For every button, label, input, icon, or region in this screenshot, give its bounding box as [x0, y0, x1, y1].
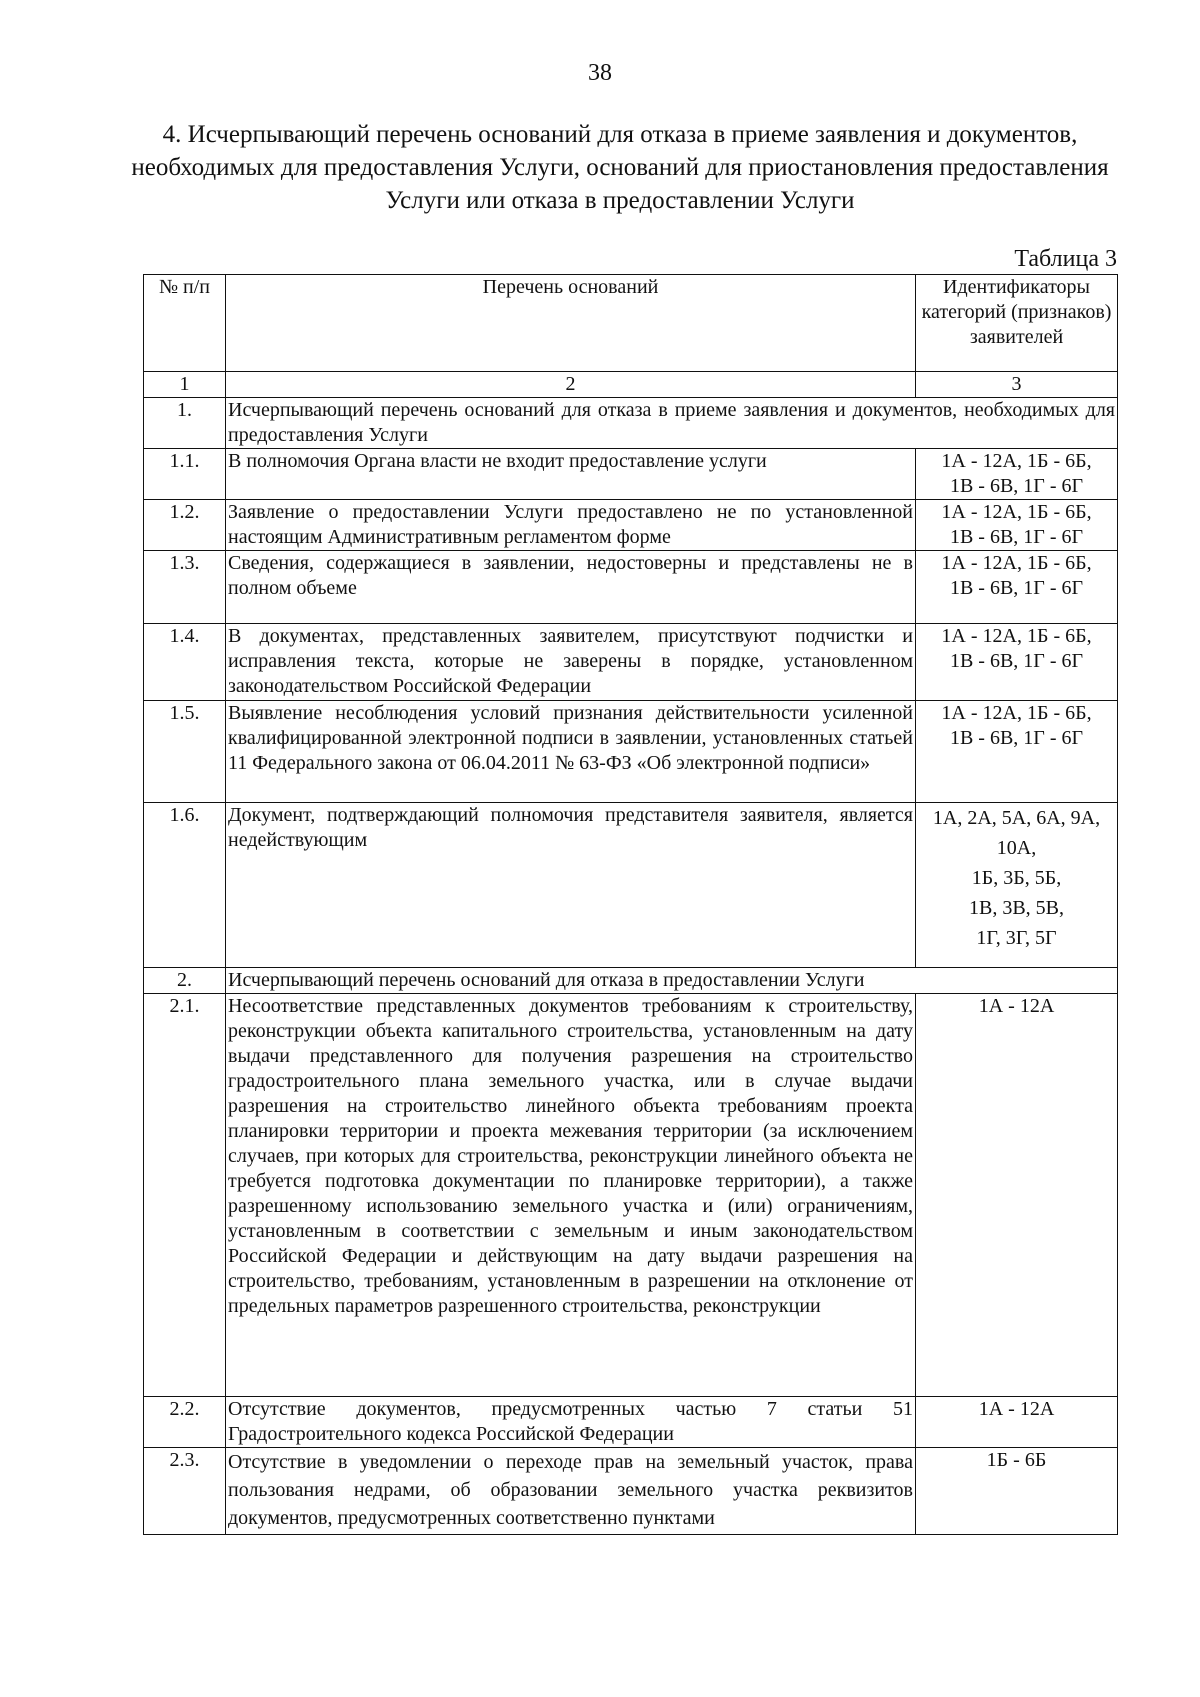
- row-num: 2.1.: [144, 994, 226, 1397]
- identifier-line: 1В - 6В, 1Г - 6Г: [949, 650, 1084, 672]
- table-row: [144, 624, 1118, 701]
- row-num: 1.4.: [144, 624, 226, 701]
- table-row: [144, 449, 1118, 500]
- row-text: Выявление несоблюдения условий признания действительности усиленной квалифицированной электронной подписи в заявлении, установленных статьей 11 Федерального закона от 06.04.2011 № 63-ФЗ «Об электронной подписи»: [226, 701, 916, 803]
- identifier-line: 1В, 3В, 5В,: [968, 897, 1065, 919]
- grounds-table: [143, 274, 1118, 1535]
- identifier-line: 1А - 12А, 1Б - 6Б,: [941, 552, 1092, 574]
- row-identifiers: [916, 624, 1118, 701]
- section-title: Исчерпывающий перечень оснований для отказа в приеме заявления и документов, необходимых для предоставления Услуги: [226, 398, 1118, 449]
- section-row: [144, 398, 1118, 449]
- table-row: [144, 500, 1118, 551]
- row-identifiers: [916, 1448, 1118, 1535]
- section-num: 1.: [144, 398, 226, 449]
- section-num: 2.: [144, 968, 226, 994]
- section-heading: 4. Исчерпывающий перечень оснований для отказа в приеме заявления и документов, необходимых для предоставления Услуги, оснований для приостановления предоставления Услуги или отказа в предоставлении Услуги: [131, 121, 1109, 214]
- row-text: В документах, представленных заявителем, присутствуют подчистки и исправления текста, которые не заверены в порядке, установленном законодательством Российской Федерации: [226, 624, 916, 701]
- row-num: 1.2.: [144, 500, 226, 551]
- row-identifiers: [916, 994, 1118, 1397]
- section-title: Исчерпывающий перечень оснований для отказа в предоставлении Услуги: [226, 968, 1118, 994]
- table-row: [144, 701, 1118, 803]
- table-row: [144, 1397, 1118, 1448]
- header-grounds: Перечень оснований: [226, 275, 916, 372]
- table-row: [144, 1448, 1118, 1535]
- row-text: Отсутствие документов, предусмотренных частью 7 статьи 51 Градостроительного кодекса Российской Федерации: [226, 1397, 916, 1448]
- row-num: 1.3.: [144, 551, 226, 624]
- header-identifiers: Идентификаторы категорий (признаков) заявителей: [916, 275, 1118, 372]
- identifier-line: 1А - 12А: [978, 1398, 1055, 1420]
- column-number: 3: [916, 372, 1118, 398]
- identifier-line: 1А - 12А, 1Б - 6Б,: [941, 450, 1092, 472]
- identifier-line: 1А - 12А, 1Б - 6Б,: [941, 501, 1092, 523]
- row-num: 1.5.: [144, 701, 226, 803]
- row-identifiers: [916, 803, 1118, 968]
- row-num: 2.3.: [144, 1448, 226, 1535]
- row-identifiers: [916, 500, 1118, 551]
- row-text: Сведения, содержащиеся в заявлении, недостоверны и представлены не в полном объеме: [226, 551, 916, 624]
- row-text: Отсутствие в уведомлении о переходе прав на земельный участок, права пользования недрами, об образовании земельного участка реквизитов документов, предусмотренных соответственно пунктами: [226, 1448, 916, 1535]
- column-number: 2: [226, 372, 916, 398]
- column-number: 1: [144, 372, 226, 398]
- row-identifiers: [916, 701, 1118, 803]
- identifier-line: 1А - 12А, 1Б - 6Б,: [941, 702, 1092, 724]
- page-number: 38: [588, 60, 612, 86]
- row-num: 1.6.: [144, 803, 226, 968]
- table-row: [144, 551, 1118, 624]
- identifier-line: 10А,: [996, 837, 1037, 859]
- row-identifiers: [916, 1397, 1118, 1448]
- identifier-line: 1В - 6В, 1Г - 6Г: [949, 526, 1084, 548]
- section-row: [144, 968, 1118, 994]
- row-text: Заявление о предоставлении Услуги предоставлено не по установленной настоящим Административным регламентом форме: [226, 500, 916, 551]
- identifier-line: 1Г, 3Г, 5Г: [976, 927, 1057, 949]
- identifier-line: 1А, 2А, 5А, 6А, 9А,: [932, 807, 1101, 829]
- identifier-line: 1Б, 3Б, 5Б,: [971, 867, 1062, 889]
- row-num: 1.1.: [144, 449, 226, 500]
- identifier-line: 1В - 6В, 1Г - 6Г: [949, 727, 1084, 749]
- row-text: Документ, подтверждающий полномочия представителя заявителя, является недействующим: [226, 803, 916, 968]
- table-header-row: [144, 275, 1118, 372]
- row-identifiers: [916, 551, 1118, 624]
- identifier-line: 1В - 6В, 1Г - 6Г: [949, 475, 1084, 497]
- table-row: [144, 803, 1118, 968]
- table-row: [144, 994, 1118, 1397]
- identifier-line: 1В - 6В, 1Г - 6Г: [949, 577, 1084, 599]
- identifier-line: 1А - 12А, 1Б - 6Б,: [941, 625, 1092, 647]
- header-num: № п/п: [144, 275, 226, 372]
- identifier-line: 1Б - 6Б: [986, 1449, 1047, 1471]
- row-identifiers: [916, 449, 1118, 500]
- row-text: В полномочия Органа власти не входит предоставление услуги: [226, 449, 916, 500]
- column-number-row: [144, 372, 1118, 398]
- row-text: Несоответствие представленных документов требованиям к строительству, реконструкции объекта капитального строительства, установленным на дату выдачи представленного для получения разрешения на строительство градостроительного плана земельного участка, или в случае выдачи разрешения на строительство линейного объекта требованиям проекта планировки территории и проекта межевания территории (за исключением случаев, при которых для строительства, реконструкции линейного объекта не требуется подготовка документации по планировке территории), а также разрешенному использованию земельного участка и (или) ограничениям, установленным в соответствии с земельным и иным законодательством Российской Федерации и действующим на дату выдачи разрешения на строительство, требованиям, установленным в разрешении на отклонение от предельных параметров разрешенного строительства, реконструкции: [226, 994, 916, 1397]
- row-num: 2.2.: [144, 1397, 226, 1448]
- table-caption: Таблица 3: [1014, 246, 1117, 272]
- identifier-line: 1А - 12А: [978, 995, 1055, 1017]
